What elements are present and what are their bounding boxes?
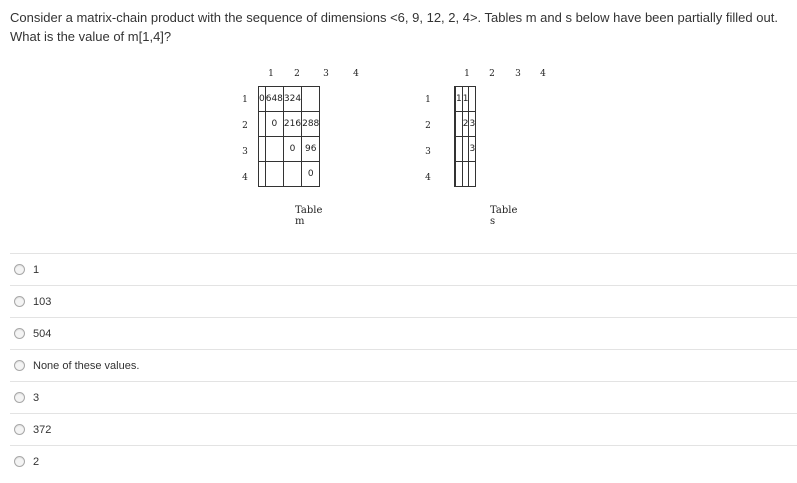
table-m-caption: Table m [295, 205, 323, 227]
answer-option-label: 1 [33, 263, 40, 276]
radio-button[interactable] [14, 392, 25, 403]
table-m-cell [302, 87, 320, 112]
table-m-cell: 288 [302, 112, 320, 137]
table-m-cell: 0 [265, 112, 283, 137]
table-m-row-header: 3 [242, 147, 248, 157]
radio-button[interactable] [14, 456, 25, 467]
table-m-cell: 216 [283, 112, 301, 137]
table-m-cell: 96 [302, 137, 320, 162]
table-m-row-header: 2 [242, 121, 248, 131]
table-s-row-header: 2 [425, 121, 431, 131]
answer-option-label: 372 [33, 423, 52, 436]
answer-option-label: None of these values. [33, 359, 140, 372]
answer-option[interactable] [10, 349, 797, 381]
table-s-col-header: 4 [540, 69, 546, 79]
table-s-cell: 2 [462, 112, 469, 137]
table-m-cell: 648 [265, 87, 283, 112]
answer-option-label: 103 [33, 295, 52, 308]
table-s-cell [462, 137, 469, 162]
answer-option[interactable] [10, 445, 797, 477]
table-s-cell [456, 112, 463, 137]
table-m-cell: 324 [283, 87, 301, 112]
table-s-caption: Table s [490, 205, 518, 227]
table-s-col-header: 2 [489, 69, 495, 79]
table-m-cell [265, 162, 283, 187]
radio-button[interactable] [14, 328, 25, 339]
table-m-col-header: 1 [268, 69, 274, 79]
answer-option-label: 3 [33, 391, 40, 404]
table-m-cell [265, 137, 283, 162]
table-s-cell [462, 162, 469, 187]
table-s-cell: 3 [469, 137, 476, 162]
table-m-col-header: 3 [323, 69, 329, 79]
table-s-cell: 3 [469, 112, 476, 137]
table-m-cell [259, 112, 266, 137]
table-m-cell [259, 162, 266, 187]
table-s-cell [469, 162, 476, 187]
table-m-cell: 0 [283, 137, 301, 162]
table-s-cell: 1 [462, 87, 469, 112]
table-s-row-header: 3 [425, 147, 431, 157]
table-m-cell [283, 162, 301, 187]
answer-option[interactable] [10, 413, 797, 445]
table-m-col-header: 2 [294, 69, 300, 79]
table-m-row-header: 4 [242, 173, 248, 183]
answer-option[interactable] [10, 381, 797, 413]
answer-option[interactable] [10, 285, 797, 317]
table-m-cell [259, 137, 266, 162]
radio-button[interactable] [14, 360, 25, 371]
table-m-cell: 0 [259, 87, 266, 112]
table-m-grid [258, 86, 320, 187]
table-s-cell [469, 87, 476, 112]
table-m-col-header: 4 [353, 69, 359, 79]
table-m-row-header: 1 [242, 95, 248, 105]
answer-options [10, 253, 797, 477]
table-s-row-header: 1 [425, 95, 431, 105]
answer-option[interactable] [10, 253, 797, 285]
radio-button[interactable] [14, 264, 25, 275]
radio-button[interactable] [14, 424, 25, 435]
table-m-cell: 0 [302, 162, 320, 187]
radio-button[interactable] [14, 296, 25, 307]
table-s-col-header: 3 [515, 69, 521, 79]
table-s-cell [456, 137, 463, 162]
question-text: Consider a matrix-chain product with the sequence of dimensions <6, 9, 12, 2, 4>. Tables m and s below have been partially filled out. What is the value of m[1,4]? [10, 10, 778, 44]
answer-option-label: 504 [33, 327, 52, 340]
answer-option-label: 2 [33, 455, 40, 468]
table-s-cell: 1 [456, 87, 463, 112]
table-s-col-header: 1 [464, 69, 470, 79]
table-s-row-header: 4 [425, 173, 431, 183]
table-s-cell [456, 162, 463, 187]
answer-option[interactable] [10, 317, 797, 349]
table-s-grid [454, 86, 476, 187]
